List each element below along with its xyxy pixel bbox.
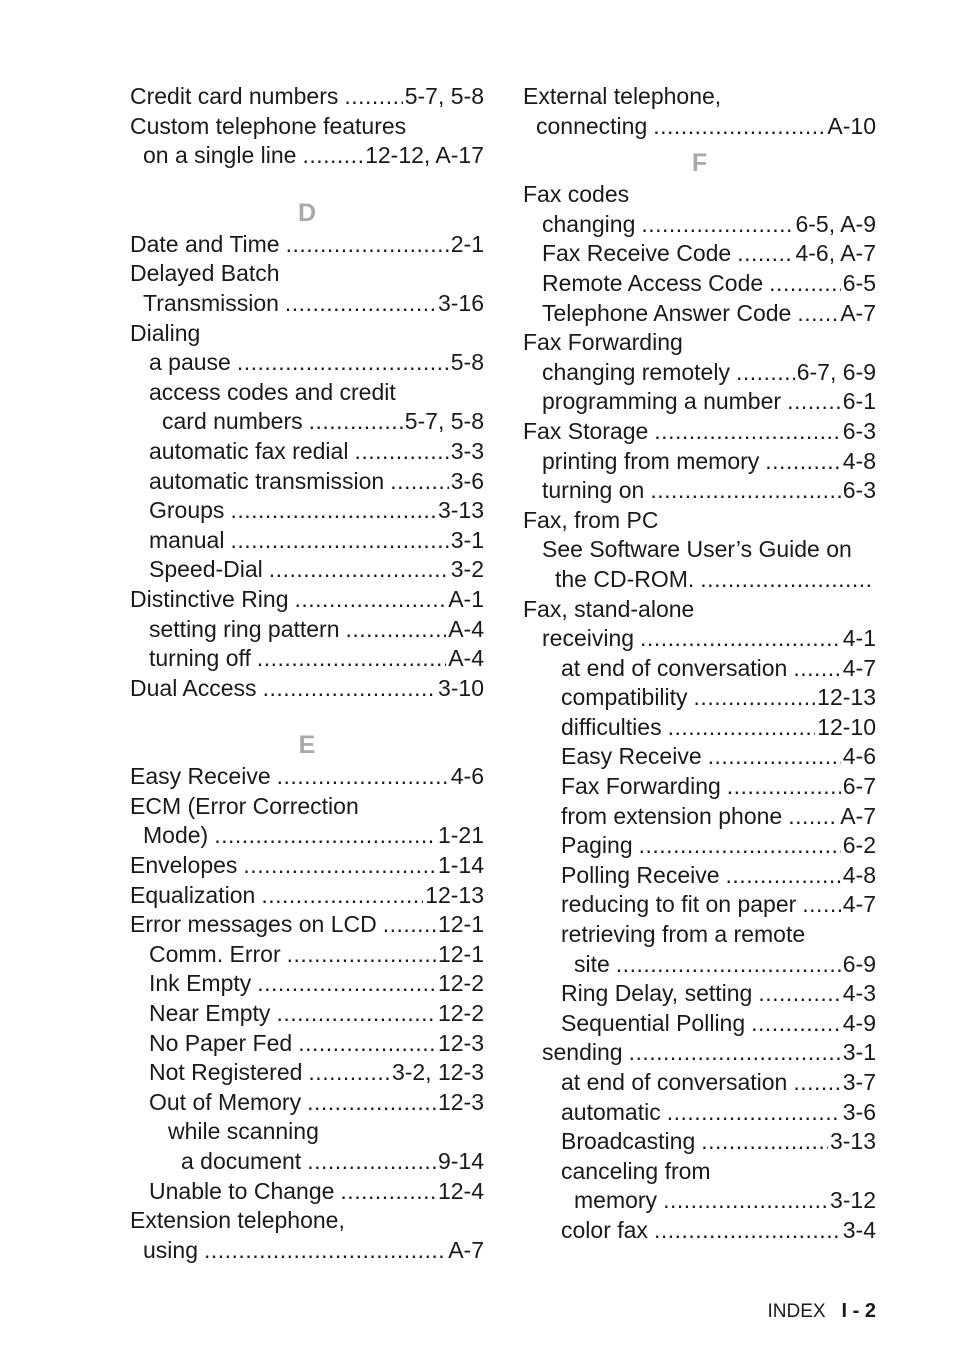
index-entry [130, 999, 484, 1029]
index-entry-term: Telephone Answer Code [542, 299, 792, 326]
index-entry-term: Error messages on LCD [130, 911, 377, 938]
index-entry-pages: 12-12, A-17 [365, 142, 484, 169]
index-entry [523, 920, 876, 950]
dot-leader [383, 910, 436, 940]
index-entry-term: card numbers [162, 408, 303, 435]
index-entry-pages: 3-16 [437, 289, 484, 316]
dot-leader [308, 1058, 390, 1088]
index-entry-pages: 12-10 [817, 713, 876, 740]
index-entry-term: Not Registered [149, 1059, 303, 1086]
index-entry [523, 1098, 876, 1128]
index-entry [523, 535, 876, 565]
index-entry-term: Delayed Batch [130, 260, 280, 287]
index-entry-pages: 3-2, 12-3 [391, 1059, 484, 1086]
dot-leader [737, 239, 793, 269]
index-entry-pages: 9-14 [437, 1148, 484, 1174]
index-entry-term: setting ring pattern [149, 615, 340, 642]
index-entry-term: Easy Receive [561, 743, 702, 770]
dot-leader [295, 585, 447, 615]
index-entry-pages: 12-13 [425, 881, 484, 908]
index-entry [130, 437, 484, 467]
dot-leader [639, 831, 841, 861]
index-entry-term: turning on [542, 477, 645, 504]
index-entry [523, 1157, 876, 1187]
index-entry-term: on a single line [143, 142, 297, 169]
page-footer [767, 1300, 876, 1323]
index-entry-term: Ring Delay, setting [561, 980, 753, 1007]
index-entry-pages: A-7 [448, 1236, 484, 1263]
index-entry [523, 654, 876, 684]
index-entry [130, 319, 484, 349]
dot-leader [700, 565, 874, 595]
index-entry-pages: 5-8 [450, 349, 484, 376]
index-entry-term: Paging [561, 832, 633, 859]
index-entry-pages: 4-9 [842, 1009, 876, 1036]
index-entry-term: Fax Forwarding [561, 773, 721, 800]
index-entry-pages: 12-3 [437, 1088, 484, 1115]
index-entry-term: Fax, stand-alone [523, 595, 695, 622]
index-entry-pages: 3-2 [450, 556, 484, 583]
index-entry-pages: A-7 [840, 299, 876, 326]
index-letter-heading: F [691, 149, 708, 178]
index-entry-pages: 4-1 [842, 625, 876, 652]
dot-leader [261, 881, 423, 911]
dot-leader [663, 1186, 828, 1216]
index-entry-pages: 5-7, 5-8 [404, 83, 484, 109]
index-entry-term: turning off [149, 645, 251, 672]
dot-leader [302, 141, 363, 171]
index-entry-pages: A-4 [448, 615, 484, 642]
index-entry-term: connecting [536, 112, 648, 139]
index-entry [130, 881, 484, 911]
index-entry [523, 742, 876, 772]
index-entry [523, 979, 876, 1009]
dot-leader [277, 762, 449, 792]
dot-leader [214, 821, 436, 851]
index-entry-term: Custom telephone features [130, 112, 407, 139]
dot-leader [269, 555, 449, 585]
dot-leader [640, 624, 841, 654]
dot-leader [668, 713, 816, 743]
index-entry-term: programming a number [542, 388, 782, 415]
dot-leader [354, 437, 448, 467]
dot-leader [307, 1147, 436, 1177]
index-entry-term: Sequential Polling [561, 1009, 746, 1036]
index-entry-term: Easy Receive [130, 763, 271, 790]
index-entry [130, 821, 484, 851]
dot-leader [285, 289, 436, 319]
index-entry-term: Ink Empty [149, 970, 252, 997]
index-entry-term: site [574, 950, 610, 977]
index-entry-pages: 4-8 [842, 447, 876, 474]
index-entry [523, 1127, 876, 1157]
index-entry-pages: 3-4 [842, 1216, 876, 1243]
dot-leader [307, 1088, 436, 1118]
index-entry-term: Envelopes [130, 852, 238, 879]
index-entry [523, 210, 876, 240]
dot-leader [701, 1127, 828, 1157]
index-entry [130, 496, 484, 526]
dot-leader [802, 890, 840, 920]
index-entry-term: Near Empty [149, 1000, 271, 1027]
index-entry [523, 417, 876, 447]
dot-leader [230, 526, 448, 556]
index-entry-term: using [143, 1236, 198, 1263]
index-entry-term: Fax Forwarding [523, 329, 683, 356]
index-entry-term: automatic [561, 1098, 661, 1125]
index-entry [523, 1068, 876, 1098]
index-entry-term: Fax, from PC [523, 506, 659, 533]
index-entry-term: manual [149, 526, 225, 553]
index-entry [130, 1206, 484, 1236]
index-entry [523, 299, 876, 329]
index-entry [523, 624, 876, 654]
dot-leader [788, 802, 838, 832]
index-entry-term: at end of conversation [561, 1069, 788, 1095]
index-entry-term: changing remotely [542, 358, 730, 385]
index-entry [523, 112, 876, 142]
index-entry-term: Distinctive Ring [130, 585, 289, 612]
index-entry [523, 1186, 876, 1216]
dot-leader [797, 299, 838, 329]
dot-leader [204, 1236, 446, 1266]
index-entry [130, 1088, 484, 1118]
index-entry-pages: 3-13 [437, 497, 484, 524]
index-entry [523, 239, 876, 269]
index-entry-pages: A-10 [827, 112, 876, 139]
index-entry [523, 772, 876, 802]
dot-leader [641, 210, 793, 240]
index-entry-term: Remote Access Code [542, 269, 764, 296]
index-entry [523, 447, 876, 477]
index-entry-term: from extension phone [561, 802, 783, 829]
index-entry [523, 565, 876, 595]
index-entry-pages: 3-1 [842, 1039, 876, 1066]
index-entry [130, 674, 484, 704]
index-entry-term: automatic fax redial [149, 437, 349, 464]
index-entry-pages: 6-7 [842, 773, 876, 800]
index-entry-pages: 3-6 [842, 1098, 876, 1125]
dot-leader [769, 269, 841, 299]
index-entry [130, 1029, 484, 1059]
index-entry-term: Fax Storage [523, 417, 649, 444]
index-entry-term: retrieving from a remote [561, 921, 806, 948]
dot-leader [286, 230, 449, 260]
index-entry-pages: 12-2 [437, 970, 484, 997]
index-entry [130, 792, 484, 822]
index-entry [130, 230, 484, 260]
dot-leader [694, 683, 816, 713]
dot-leader [726, 861, 841, 891]
dot-leader [629, 1038, 841, 1068]
index-entry [523, 950, 876, 980]
section-spacer [130, 171, 484, 191]
index-entry [523, 358, 876, 388]
index-entry-term: Polling Receive [561, 861, 720, 888]
index-entry [130, 555, 484, 585]
index-entry-pages: 12-3 [437, 1029, 484, 1056]
index-entry [523, 387, 876, 417]
dot-leader [287, 940, 436, 970]
index-entry [523, 1009, 876, 1039]
index-entry-term: access codes and credit [149, 378, 396, 405]
index-column-left [130, 82, 484, 1265]
index-entry-pages: 4-6, A-7 [795, 240, 876, 267]
index-entry [523, 890, 876, 920]
index-entry [130, 969, 484, 999]
dot-leader [653, 112, 825, 142]
index-entry [130, 378, 484, 408]
dot-leader [237, 348, 449, 378]
index-entry-term: Out of Memory [149, 1088, 302, 1115]
index-entry [523, 713, 876, 743]
index-entry-pages: 4-6 [842, 743, 876, 770]
index-entry-term: No Paper Fed [149, 1029, 293, 1056]
index-entry-term: difficulties [561, 713, 662, 740]
index-entry-term: a pause [149, 349, 231, 376]
dot-leader [344, 82, 402, 112]
dot-leader [667, 1098, 841, 1128]
index-entry [523, 476, 876, 506]
dot-leader [298, 1029, 436, 1059]
index-entry-pages: 3-7 [842, 1069, 876, 1095]
index-entry-term: External telephone, [523, 83, 722, 109]
dot-leader [654, 417, 840, 447]
index-entry [523, 82, 876, 112]
index-entry [130, 615, 484, 645]
index-letter-heading: D [297, 198, 317, 227]
index-entry [523, 180, 876, 210]
index-entry-term: Dual Access [130, 674, 257, 701]
index-entry-term: a document [181, 1148, 302, 1174]
index-entry-pages: 3-1 [450, 526, 484, 553]
index-entry-pages: 3-12 [829, 1187, 876, 1214]
dot-leader [727, 772, 841, 802]
index-entry-pages: 3-10 [437, 674, 484, 701]
index-entry [523, 269, 876, 299]
index-letter-heading: E [298, 731, 316, 760]
dot-leader [751, 1009, 841, 1039]
index-entry-pages: 4-6 [450, 763, 484, 790]
dot-leader [650, 476, 840, 506]
section-spacer [130, 703, 484, 723]
dot-leader [736, 358, 795, 388]
index-entry-pages: 6-1 [842, 388, 876, 415]
index-entry-term: Dialing [130, 319, 201, 346]
index-entry-pages: A-4 [448, 645, 484, 672]
dot-leader [793, 654, 840, 684]
index-entry [523, 506, 876, 536]
index-entry-pages: 4-7 [842, 654, 876, 681]
dot-leader [390, 467, 449, 497]
index-entry-pages: 4-3 [842, 980, 876, 1007]
index-entry [523, 595, 876, 625]
index-entry-pages: 6-9 [842, 950, 876, 977]
index-entry-term: ECM (Error Correction [130, 792, 359, 819]
index-entry-pages: 12-1 [437, 911, 484, 938]
dot-leader [787, 387, 841, 417]
index-entry [130, 141, 484, 171]
dot-leader [758, 979, 840, 1009]
index-entry [130, 112, 484, 142]
index-entry-pages: 3-6 [450, 467, 484, 494]
dot-leader [346, 615, 447, 645]
index-entry [130, 526, 484, 556]
index-entry-term: Credit card numbers [130, 83, 339, 109]
index-entry [523, 328, 876, 358]
dot-leader [263, 674, 436, 704]
index-entry-pages: 2-1 [450, 230, 484, 257]
dot-leader [230, 496, 436, 526]
index-entry [130, 348, 484, 378]
dot-leader [793, 1068, 840, 1098]
index-entry-pages: 1-14 [437, 852, 484, 879]
index-entry-pages: 12-2 [437, 1000, 484, 1027]
index-entry [130, 1177, 484, 1207]
index-entry [130, 585, 484, 615]
index-entry-term: receiving [542, 625, 635, 652]
index-entry [523, 861, 876, 891]
index-entry-term: color fax [561, 1216, 648, 1243]
index-entry-term: See Software User’s Guide on [542, 536, 852, 563]
dot-leader [257, 969, 436, 999]
index-entry-pages: 4-8 [842, 861, 876, 888]
index-entry-pages: 5-7, 5-8 [404, 408, 484, 435]
index-entry [523, 1038, 876, 1068]
index-entry [130, 1058, 484, 1088]
dot-leader [276, 999, 436, 1029]
dot-leader [257, 644, 446, 674]
index-entry [130, 1147, 484, 1177]
index-entry-term: memory [574, 1187, 658, 1214]
index-entry-term: automatic transmission [149, 467, 385, 494]
index-entry-term: Fax Receive Code [542, 240, 732, 267]
index-entry [130, 762, 484, 792]
footer-page-number: I - 2 [841, 1300, 876, 1322]
index-entry-pages: 4-7 [842, 891, 876, 918]
index-entry-pages: 1-21 [437, 822, 484, 849]
index-entry [130, 289, 484, 319]
index-entry-pages: 6-5, A-9 [795, 210, 876, 237]
dot-leader [654, 1216, 841, 1246]
index-entry-term: Mode) [143, 822, 209, 849]
index-entry-term: Groups [149, 497, 225, 524]
index-entry-pages: 12-13 [817, 684, 876, 711]
index-entry [130, 1117, 484, 1147]
index-entry-pages: 6-7, 6-9 [796, 358, 876, 385]
index-entry-term: Fax codes [523, 181, 630, 208]
index-entry [130, 407, 484, 437]
index-entry-pages: 12-1 [437, 940, 484, 967]
footer-section-label: INDEX [767, 1301, 826, 1322]
index-entry-term: the CD-ROM. [555, 565, 695, 592]
dot-leader [340, 1177, 436, 1207]
index-entry-term: at end of conversation [561, 654, 788, 681]
index-entry-pages: 6-3 [842, 477, 876, 504]
index-entry [523, 1216, 876, 1246]
dot-leader [708, 742, 841, 772]
index-entry-pages: A-7 [840, 802, 876, 829]
index-entry-term: changing [542, 210, 636, 237]
index-entry-pages: 6-2 [842, 832, 876, 859]
index-entry [130, 259, 484, 289]
index-entry-pages: 6-3 [842, 417, 876, 444]
index-entry-term: compatibility [561, 684, 688, 711]
index-entry-term: reducing to fit on paper [561, 891, 797, 918]
index-entry-pages: 3-13 [829, 1128, 876, 1155]
index-entry-term: Unable to Change [149, 1177, 335, 1204]
dot-leader [309, 407, 403, 437]
index-entry-pages: A-1 [448, 585, 484, 612]
index-entry-term: Broadcasting [561, 1128, 696, 1155]
index-entry-pages: 3-3 [450, 437, 484, 464]
index-entry [130, 851, 484, 881]
index-entry [523, 683, 876, 713]
index-entry-term: Extension telephone, [130, 1207, 345, 1234]
index-entry [130, 644, 484, 674]
index-entry-pages: 6-5 [842, 269, 876, 296]
index-entry [130, 467, 484, 497]
dot-leader [243, 851, 436, 881]
index-entry-term: Equalization [130, 881, 256, 908]
index-entry-term: Comm. Error [149, 940, 281, 967]
index-entry-term: printing from memory [542, 447, 760, 474]
index-entry [130, 940, 484, 970]
index-entry-pages: 12-4 [437, 1177, 484, 1204]
index-entry [130, 1236, 484, 1266]
dot-leader [765, 447, 840, 477]
index-entry-term: canceling from [561, 1157, 711, 1184]
index-entry [130, 82, 484, 112]
index-entry [523, 831, 876, 861]
index-entry-term: sending [542, 1039, 623, 1066]
dot-leader [616, 950, 841, 980]
index-entry-term: Date and Time [130, 230, 280, 257]
index-entry [523, 802, 876, 832]
index-entry-term: Transmission [143, 289, 279, 316]
index-entry [130, 910, 484, 940]
index-entry-term: while scanning [168, 1118, 319, 1145]
index-column-right [523, 82, 876, 1246]
index-entry-term: Speed-Dial [149, 556, 263, 583]
